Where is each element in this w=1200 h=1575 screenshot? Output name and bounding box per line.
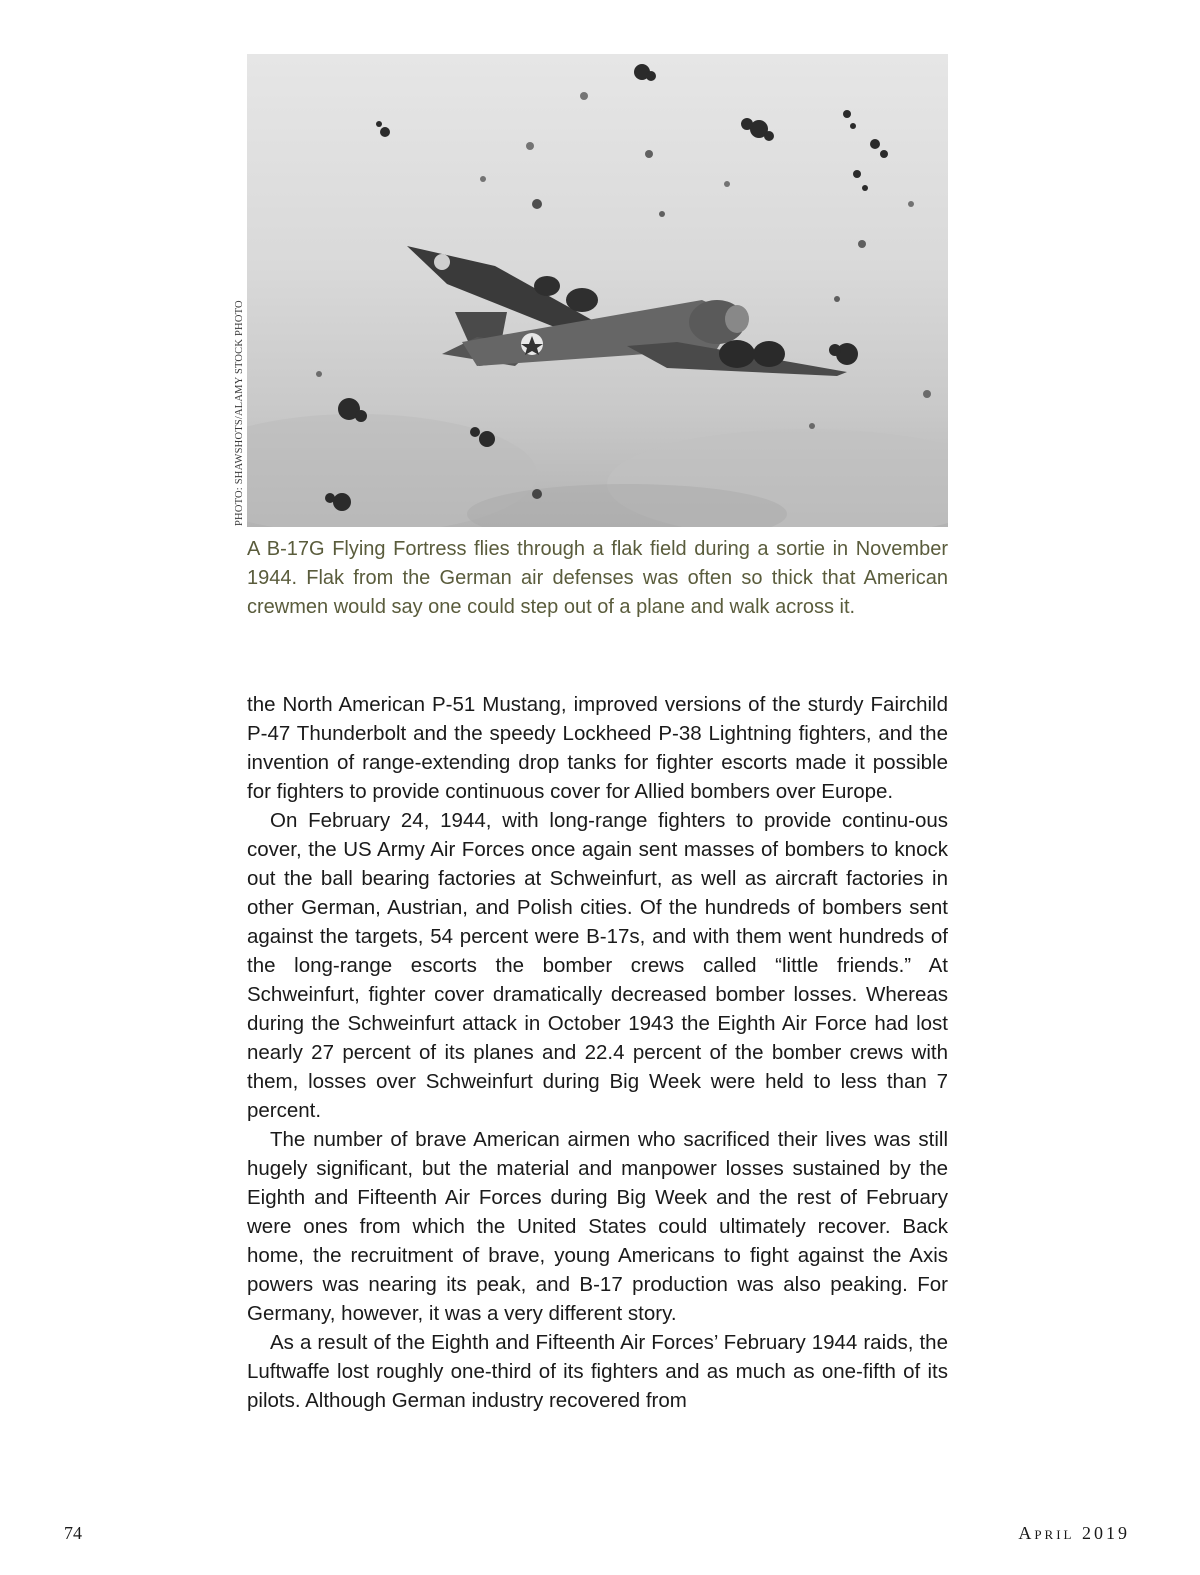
article-paragraph: the North American P-51 Mustang, improved versions of the sturdy Fairchild P-47 Thunderbolt and the speedy Lockheed P-38 Lightning fighters, and the invention of range-extending drop tanks for fighter escorts made it possible for fighters to provide continuous cover for Allied bombers over Europe. [247,693,948,803]
b17-flak-photo [247,54,948,527]
article-paragraph: As a result of the Eighth and Fifteenth Air Forces’ February 1944 raids, the Luftwaffe lost roughly one-third of its fighters and as much as one-fifth of its pilots. Although German industry recovered from [247,1331,948,1412]
b17-flak-image [247,54,948,527]
article-paragraph: The number of brave American airmen who sacrificed their lives was still hugely significant, but the material and manpower losses sustained by the Eighth and Fifteenth Air Forces during Big Week and the rest of February were ones from which the United States could ultimately recover. Back home, the recruitment of brave, young Americans to fight against the Axis powers was nearing its peak, and B-17 production was also peaking. For Germany, however, it was a very different story. [247,1128,948,1325]
photo-caption: A B-17G Flying Fortress flies through a flak field during a sortie in November 1944. Flak from the German air defenses was often so thick that American crewmen would say one could step out of a plane and walk across it. [247,538,948,618]
issue-date: April 2019 [1018,1523,1130,1543]
article-body [247,690,948,1415]
photo-credit: PHOTO: SHAWSHOTS/ALAMY STOCK PHOTO [234,300,245,526]
article-paragraph: On February 24, 1944, with long-range fighters to provide continu-ous cover, the US Army Air Forces once again sent masses of bombers to knock out the ball bearing factories at Schweinfurt, as well as aircraft factories in other German, Austrian, and Polish cities. Of the hundreds of bombers sent against the targets, 54 percent were B-17s, and with them went hundreds of the long-range escorts the bomber crews called “little friends.” At Schweinfurt, fighter cover dramatically decreased bomber losses. Whereas during the Schweinfurt attack in October 1943 the Eighth Air Force had lost nearly 27 percent of its planes and 22.4 percent of the bomber crews with them, losses over Schweinfurt during Big Week were held to less than 7 percent. [247,809,948,1122]
page-number: 74 [64,1523,82,1543]
